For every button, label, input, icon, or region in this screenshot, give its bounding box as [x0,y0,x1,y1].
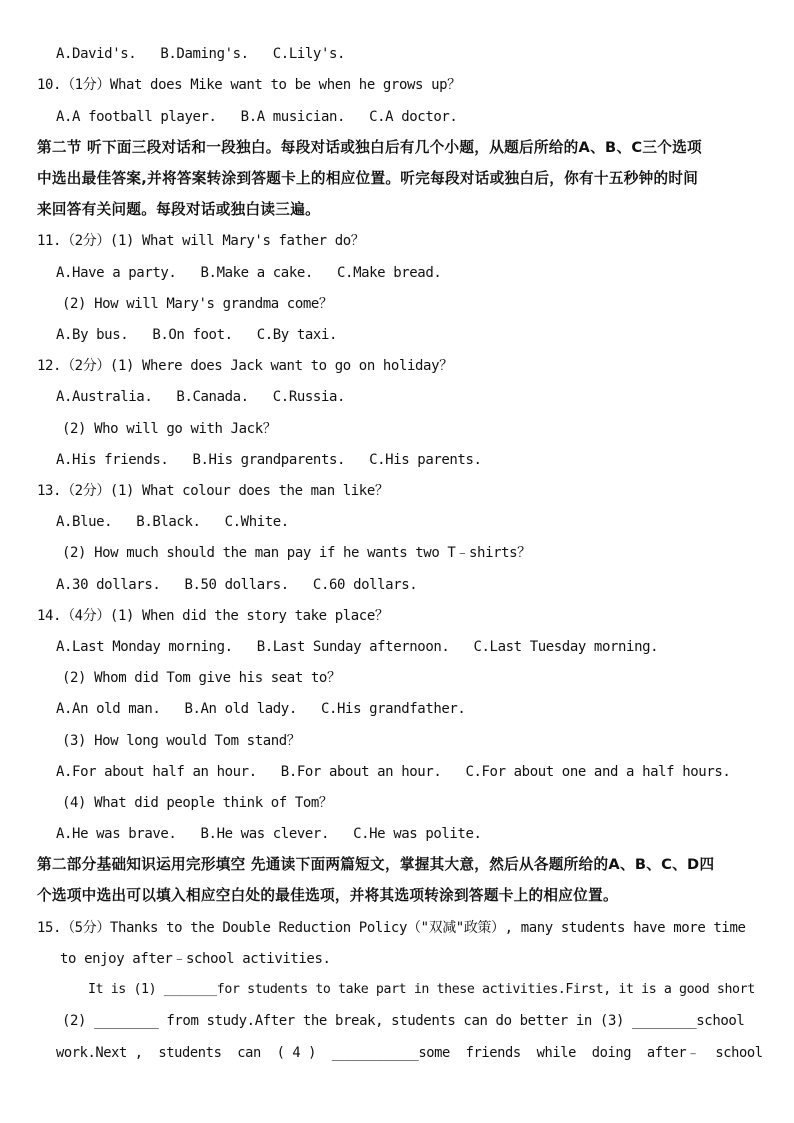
q14-subquestion-3: (3) How long would Tom stand？ [62,733,301,749]
q11-question: 11.（2分）(1) What will Mary's father do？ [37,233,365,249]
q12-options-1: A.Australia. B.Canada. C.Russia. [56,389,346,405]
q13-options-2: A.30 dollars. B.50 dollars. C.60 dollars. [56,577,418,593]
q14-subquestion-2: (2) Whom did Tom give his seat to？ [62,670,341,686]
q11-options-2: A.By bus. B.On foot. C.By taxi. [56,327,338,343]
q13-options-1: A.Blue. B.Black. C.White. [56,514,289,530]
passage-line1: It is (1) _______for students to take part in these activities.First, it is a good short [88,982,755,997]
q14-options-2: A.An old man. B.An old lady. C.His grandfather. [56,701,466,717]
q14-subquestion-4: (4) What did people think of Tom？ [62,795,333,811]
q14-options-3: A.For about half an hour. B.For about an hour. C.For about one and a half hours. [56,764,731,780]
q11-options-1: A.Have a party. B.Make a cake. C.Make bread. [56,265,442,281]
q10-options: A.A football player. B.A musician. C.A doctor. [56,109,458,125]
q13-subquestion-2: (2) How much should the man pay if he wants two T﹣shirts？ [62,545,531,561]
q15-intro-line1: 15.（5分）Thanks to the Double Reduction Policy（"双减"政策）, many students have more time [37,920,746,936]
q14-question: 14.（4分）(1) When did the story take place？ [37,608,389,624]
section2-instruction-line1: 第二节 听下面三段对话和一段独白。每段对话或独白后有几个小题，从题后所给的A、B、C三个选项 [37,139,702,156]
section2-instruction-line3: 来回答有关问题。每段对话或独白读三遍。 [37,201,320,218]
q10-question: 10.（1分）What does Mike want to be when he grows up？ [37,77,461,93]
part2-instruction-line1: 第二部分基础知识运用完形填空 先通读下面两篇短文，掌握其大意，然后从各题所给的A、B、C、D四 [37,856,715,873]
q15-intro-line2: to enjoy after﹣school activities. [60,951,331,967]
q13-question: 13.（2分）(1) What colour does the man like？ [37,483,389,499]
q12-options-2: A.His friends. B.His grandparents. C.His parents. [56,452,482,468]
passage-line2: (2) ________ from study.After the break, students can do better in (3) ________school [62,1013,745,1029]
q11-subquestion-2: (2) How will Mary's grandma come？ [62,296,333,312]
q12-question: 12.（2分）(1) Where does Jack want to go on holiday？ [37,358,453,374]
part2-instruction-line2: 个选项中选出可以填入相应空白处的最佳选项，并将其选项转涂到答题卡上的相应位置。 [37,887,618,904]
passage-line3: work.Next , students can ( 4 ) ___________some friends while doing after﹣ school [56,1045,763,1061]
q14-options-4: A.He was brave. B.He was clever. C.He was polite. [56,826,482,842]
q12-subquestion-2: (2) Who will go with Jack？ [62,421,277,437]
q14-options-1: A.Last Monday morning. B.Last Sunday afternoon. C.Last Tuesday morning. [56,639,659,655]
q9-options: A.David's. B.Daming's. C.Lily's. [56,46,346,62]
section2-instruction-line2: 中选出最佳答案,并将答案转涂到答题卡上的相应位置。听完每段对话或独白后，你有十五秒钟的时间 [37,170,699,187]
